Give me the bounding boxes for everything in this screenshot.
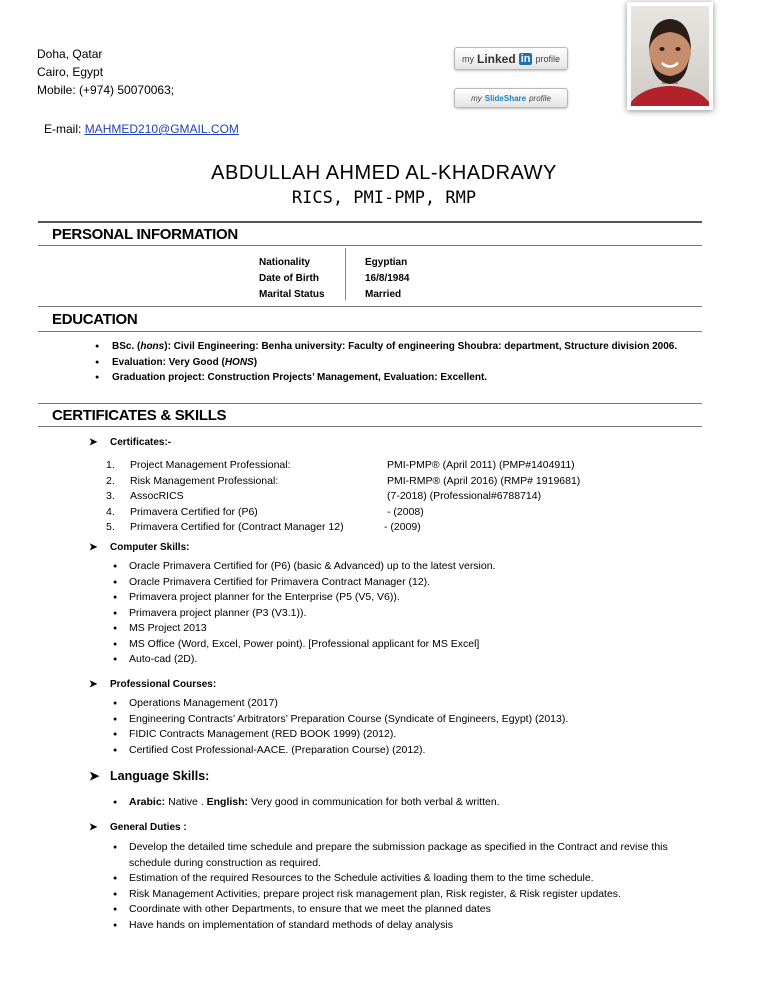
linkedin-in-icon: in (520, 52, 531, 65)
linkedin-my: my (462, 53, 475, 64)
divider (345, 248, 346, 300)
list-item: ● Graduation project: Construction Projects’ Management, Evaluation: Excellent. (95, 370, 712, 386)
subheading-general-duties: ➤ General Duties : (89, 822, 187, 833)
cert-detail: PMI-RMP® (April 2016) (RMP# 1919681) (387, 474, 581, 487)
education-list (95, 339, 712, 386)
divider (38, 306, 702, 307)
arrow-bullet-icon: ➤ (89, 437, 98, 448)
email-link[interactable]: MAHMED210@GMAIL.COM (84, 122, 239, 136)
divider (38, 403, 702, 404)
list-item: 1. Project Management Professional: (106, 459, 291, 471)
cert-detail: - (2009) (384, 521, 421, 533)
list-item: 3. AssocRICS (106, 490, 184, 502)
list-item: ● Evaluation: Very Good (HONS) (95, 355, 712, 371)
professional-courses-list (113, 696, 709, 758)
subheading-certificates: ➤ Certificates:- (89, 437, 172, 448)
profile-photo (627, 2, 713, 110)
list-item: ● MS Project 2013 (113, 621, 709, 637)
linkedin-logo-text: Linked (477, 51, 516, 66)
dob-value: 16/8/1984 (365, 273, 410, 284)
list-item: ● MS Office (Word, Excel, Power point). [Professional applicant for MS Excel] (113, 637, 709, 653)
linkedin-profile-label: profile (535, 53, 560, 64)
candidate-credentials: RICS, PMI-PMP, RMP (291, 188, 477, 208)
list-item: ● BSc. (hons): Civil Engineering: Benha university: Faculty of engineering Shoubra: department, Structure division 2006. (95, 339, 712, 355)
list-item: ● Oracle Primavera Certified for (P6) (basic & Advanced) up to the latest version. (113, 559, 709, 575)
language-skills-list (113, 795, 709, 811)
subheading-professional-courses: ➤ Professional Courses: (89, 679, 217, 690)
list-item: ● Risk Management Activities, prepare project risk management plan, Risk register, & Risk register updates. (113, 887, 709, 903)
list-item: 4. Primavera Certified for (P6) (106, 505, 258, 518)
list-item: ● Coordinate with other Departments, to ensure that we meet the planned dates (113, 902, 709, 918)
slideshare-logo-text: SlideShare (484, 93, 527, 103)
divider (38, 245, 702, 246)
email-label: E-mail: (44, 122, 82, 136)
list-item: ● Primavera project planner for the Enterprise (P5 (V5, V6)). (113, 590, 709, 606)
linkedin-profile-badge[interactable] (454, 47, 568, 70)
divider (38, 221, 702, 223)
slideshare-profile-label: profile (529, 93, 551, 103)
personal-values (365, 255, 410, 303)
mobile-number: Mobile: (+974) 50070063; (37, 83, 175, 97)
arrow-bullet-icon: ➤ (89, 822, 98, 833)
candidate-name: ABDULLAH AHMED AL-KHADRAWY (211, 162, 557, 184)
certificates-list (106, 458, 344, 536)
arrow-bullet-icon: ➤ (89, 679, 98, 690)
email-line (44, 122, 239, 136)
marital-label: Marital Status (259, 289, 325, 300)
city-doha: Doha, Qatar (37, 47, 103, 61)
list-item: ● Develop the detailed time schedule and prepare the submission package as specified in the Contract and revise this schedule during construction as required. (113, 840, 709, 871)
slideshare-profile-badge[interactable] (454, 88, 568, 108)
subheading-computer-skills: ➤ Computer Skills: (89, 542, 190, 553)
divider (38, 426, 702, 427)
list-item: 5. Primavera Certified for (Contract Manager 12) (106, 521, 344, 533)
dob-label: Date of Birth (259, 273, 319, 284)
city-cairo: Cairo, Egypt (37, 65, 104, 79)
list-item: ● Oracle Primavera Certified for Primavera Contract Manager (12). (113, 575, 709, 591)
computer-skills-list (113, 559, 709, 668)
list-item: ● Arabic: Native . English: Very good in communication for both verbal & written. (113, 795, 709, 811)
slideshare-my: my (471, 93, 482, 103)
subheading-language-skills: ➤ Language Skills: (89, 769, 210, 783)
list-item: ● Certified Cost Professional-AACE. (Preparation Course) (2012). (113, 743, 709, 759)
divider (38, 331, 702, 332)
list-item: ● Estimation of the required Resources to the Schedule activities & loading them to the time schedule. (113, 871, 709, 887)
nationality-value: Egyptian (365, 257, 408, 268)
list-item: ● Primavera project planner (P3 (V3.1)). (113, 606, 709, 622)
contact-block (37, 45, 174, 99)
list-item: ● Operations Management (2017) (113, 696, 709, 712)
personal-labels (259, 255, 325, 303)
list-item: ● Have hands on implementation of standard methods of delay analysis (113, 918, 709, 934)
certificates-details (384, 458, 581, 536)
arrow-bullet-icon: ➤ (89, 542, 98, 553)
cert-detail: - (2008) (387, 505, 424, 518)
list-item: ● Engineering Contracts’ Arbitrators’ Preparation Course (Syndicate of Engineers, Egypt) (2013). (113, 712, 709, 728)
section-heading-certificates: CERTIFICATES & SKILLS (52, 407, 227, 424)
list-item: ● Auto-cad (2D). (113, 652, 709, 668)
section-heading-personal: PERSONAL INFORMATION (52, 226, 238, 243)
section-heading-education: EDUCATION (52, 311, 138, 328)
cert-detail: (7-2018) (Professional#6788714) (387, 490, 542, 502)
list-item: 2. Risk Management Professional: (106, 474, 279, 487)
marital-value: Married (365, 289, 402, 300)
person-portrait-icon (631, 6, 709, 106)
list-item: ● FIDIC Contracts Management (RED BOOK 1999) (2012). (113, 727, 709, 743)
arrow-bullet-icon: ➤ (89, 769, 100, 783)
general-duties-list (113, 840, 709, 933)
cert-detail: PMI-PMP® (April 2011) (PMP#1404911) (387, 459, 575, 471)
nationality-label: Nationality (259, 257, 311, 268)
